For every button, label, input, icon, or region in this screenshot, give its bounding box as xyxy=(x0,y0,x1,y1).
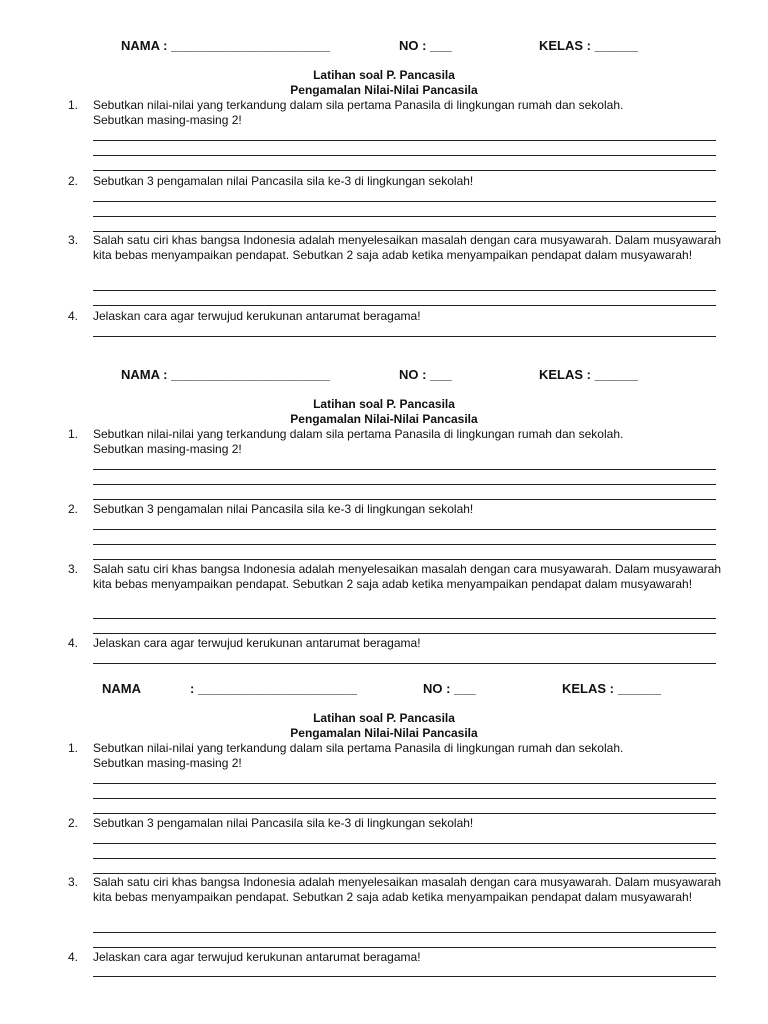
question-1-text: Sebutkan nilai-nilai yang terkandung dalam sila pertama Panasila di lingkungan rumah dan sekolah. xyxy=(93,98,624,112)
answer-line[interactable] xyxy=(93,798,716,799)
answer-line[interactable] xyxy=(93,336,716,337)
answer-line[interactable] xyxy=(93,201,716,202)
question-4-number: 4. xyxy=(68,636,79,650)
answer-line[interactable] xyxy=(93,499,716,500)
answer-line[interactable] xyxy=(93,783,716,784)
question-3-number: 3. xyxy=(68,233,79,247)
question-1-text-cont: Sebutkan masing-masing 2! xyxy=(93,756,242,770)
question-2-text: Sebutkan 3 pengamalan nilai Pancasila sila ke-3 di lingkungan sekolah! xyxy=(93,502,474,516)
no-field: NO : ___ xyxy=(423,681,476,696)
question-1-text: Sebutkan nilai-nilai yang terkandung dalam sila pertama Panasila di lingkungan rumah dan sekolah. xyxy=(93,741,624,755)
answer-line[interactable] xyxy=(93,873,716,874)
answer-line[interactable] xyxy=(93,843,716,844)
answer-line[interactable] xyxy=(93,932,716,933)
worksheet-title: Latihan soal P. Pancasila xyxy=(313,397,455,411)
worksheet-title: Latihan soal P. Pancasila xyxy=(313,68,455,82)
question-3-number: 3. xyxy=(68,875,79,889)
answer-line[interactable] xyxy=(93,305,716,306)
worksheet-title: Latihan soal P. Pancasila xyxy=(313,711,455,725)
kelas-field: KELAS : ______ xyxy=(539,367,638,382)
answer-line[interactable] xyxy=(93,858,716,859)
question-4-number: 4. xyxy=(68,309,79,323)
question-2-text: Sebutkan 3 pengamalan nilai Pancasila sila ke-3 di lingkungan sekolah! xyxy=(93,816,474,830)
question-4-text: Jelaskan cara agar terwujud kerukunan antarumat beragama! xyxy=(93,950,421,964)
question-1-text-cont: Sebutkan masing-masing 2! xyxy=(93,113,242,127)
answer-line[interactable] xyxy=(93,290,716,291)
answer-line[interactable] xyxy=(93,813,716,814)
answer-line[interactable] xyxy=(93,140,716,141)
question-3-number: 3. xyxy=(68,562,79,576)
no-field: NO : ___ xyxy=(399,38,452,53)
answer-line[interactable] xyxy=(93,529,716,530)
kelas-field: KELAS : ______ xyxy=(539,38,638,53)
worksheet-subtitle: Pengamalan Nilai-Nilai Pancasila xyxy=(290,412,478,426)
question-1-text: Sebutkan nilai-nilai yang terkandung dalam sila pertama Panasila di lingkungan rumah dan sekolah. xyxy=(93,427,624,441)
question-3-text: Salah satu ciri khas bangsa Indonesia adalah menyelesaikan masalah dengan cara musyawarah. Dalam musyawarah kita bebas menyampaikan pendapat. Sebutkan 2 saja adab ketika menyampaikan pendapat dalam musyawarah! xyxy=(93,875,721,904)
no-field: NO : ___ xyxy=(399,367,452,382)
answer-line[interactable] xyxy=(93,559,716,560)
question-1-text-cont: Sebutkan masing-masing 2! xyxy=(93,442,242,456)
worksheet-subtitle: Pengamalan Nilai-Nilai Pancasila xyxy=(290,726,478,740)
nama-label: NAMA xyxy=(102,681,141,696)
answer-line[interactable] xyxy=(93,484,716,485)
question-2-number: 2. xyxy=(68,174,79,188)
nama-field: NAMA : ______________________ xyxy=(121,367,331,382)
answer-line[interactable] xyxy=(93,947,716,948)
answer-line[interactable] xyxy=(93,155,716,156)
question-2-text: Sebutkan 3 pengamalan nilai Pancasila sila ke-3 di lingkungan sekolah! xyxy=(93,174,474,188)
question-4-text: Jelaskan cara agar terwujud kerukunan antarumat beragama! xyxy=(93,636,421,650)
question-2-number: 2. xyxy=(68,502,79,516)
answer-line[interactable] xyxy=(93,231,716,232)
kelas-field: KELAS : ______ xyxy=(562,681,661,696)
question-1-number: 1. xyxy=(68,427,79,441)
answer-line[interactable] xyxy=(93,633,716,634)
answer-line[interactable] xyxy=(93,544,716,545)
nama-field: : ______________________ xyxy=(190,681,358,696)
question-3-text: Salah satu ciri khas bangsa Indonesia adalah menyelesaikan masalah dengan cara musyawarah. Dalam musyawarah kita bebas menyampaikan pendapat. Sebutkan 2 saja adab ketika menyampaikan pendapat dalam musyawarah! xyxy=(93,562,721,591)
question-4-number: 4. xyxy=(68,950,79,964)
question-1-number: 1. xyxy=(68,98,79,112)
answer-line[interactable] xyxy=(93,663,716,664)
question-2-number: 2. xyxy=(68,816,79,830)
answer-line[interactable] xyxy=(93,976,716,977)
answer-line[interactable] xyxy=(93,170,716,171)
worksheet-subtitle: Pengamalan Nilai-Nilai Pancasila xyxy=(290,83,478,97)
answer-line[interactable] xyxy=(93,216,716,217)
question-4-text: Jelaskan cara agar terwujud kerukunan antarumat beragama! xyxy=(93,309,421,323)
answer-line[interactable] xyxy=(93,618,716,619)
nama-field: NAMA : ______________________ xyxy=(121,38,331,53)
question-3-text: Salah satu ciri khas bangsa Indonesia adalah menyelesaikan masalah dengan cara musyawarah. Dalam musyawarah kita bebas menyampaikan pendapat. Sebutkan 2 saja adab ketika menyampaikan pendapat dalam musyawarah! xyxy=(93,233,721,262)
question-1-number: 1. xyxy=(68,741,79,755)
answer-line[interactable] xyxy=(93,469,716,470)
